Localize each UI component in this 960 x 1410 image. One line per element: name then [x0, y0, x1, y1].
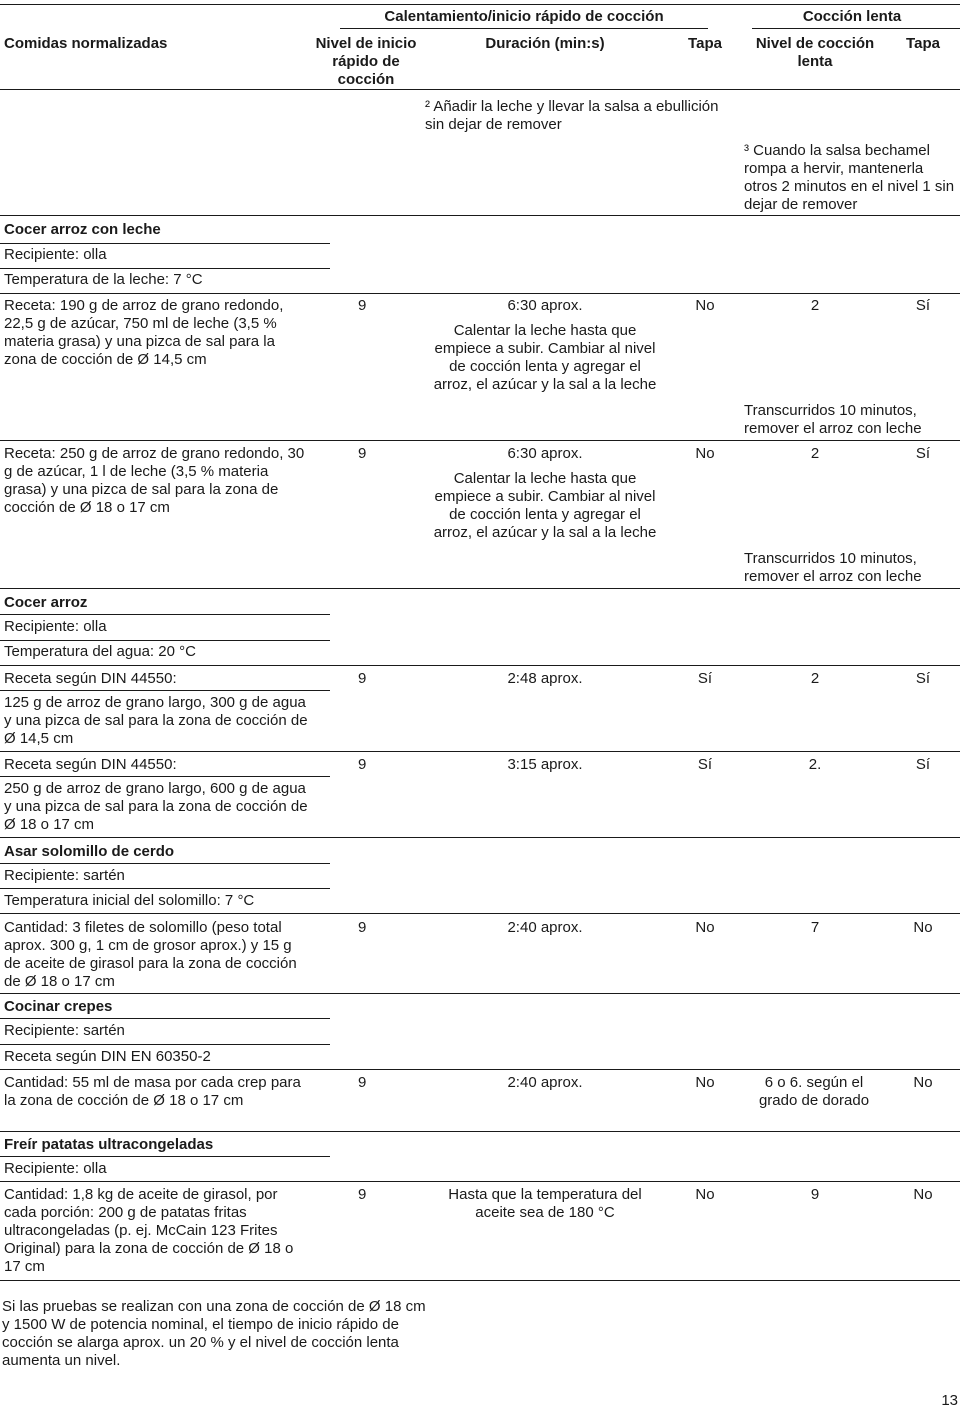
- divider: [0, 1156, 330, 1157]
- vessel-arroz-leche: Recipiente: olla: [4, 246, 107, 263]
- vessel-crepes: Recipiente: sartén: [4, 1022, 125, 1039]
- duration-value: 2:48 aprox.: [507, 670, 583, 687]
- section-rule: [0, 588, 960, 589]
- slow-level-value: 2: [810, 670, 820, 687]
- footnote-3: ³ Cuando la salsa bechamel rompa a hervir, mantenerla otros 2 minutos en el nivel 1 sin dejar de remover: [744, 142, 955, 213]
- divider: [0, 776, 330, 777]
- lid-value: No: [695, 1074, 715, 1091]
- slow-level-value: 9: [810, 1186, 820, 1203]
- temp-solomillo: Temperatura inicial del solomillo: 7 °C: [4, 892, 255, 909]
- footnote-2: ² Añadir la leche y llevar la salsa a ebullición sin dejar de remover: [425, 98, 719, 133]
- recipe-desc: Receta: 190 g de arroz de grano redondo, 22,5 g de azúcar, 750 ml de leche (3,5 % materia grasa) y una pizca de sal para la zona de cocción de Ø 14,5 cm: [4, 297, 284, 368]
- divider: [0, 913, 960, 914]
- duration-value: 2:40 aprox.: [507, 1074, 583, 1091]
- lid2-value: No: [913, 1074, 933, 1091]
- duration-value: 6:30 aprox.: [507, 297, 583, 314]
- temp-arroz-leche: Temperatura de la leche: 7 °C: [4, 271, 203, 288]
- recipe-desc: Cantidad: 3 filetes de solomillo (peso total aprox. 300 g, 1 cm de grosor aprox.) y 15 g de aceite de girasol para la zona de cocción de Ø 18 o 17 cm: [4, 919, 297, 990]
- lid-value: Sí: [697, 756, 713, 773]
- section-title-patatas: Freír patatas ultracongeladas: [4, 1136, 214, 1153]
- recipe-desc: Receta: 250 g de arroz de grano redondo, 30 g de azúcar, 1 l de leche (3,5 % materia grasa) y una pizca de sal para la zona de cocción de Ø 18 o 17 cm: [4, 445, 305, 516]
- section-title-arroz: Cocer arroz: [4, 594, 88, 611]
- duration-note: Calentar la leche hasta que empiece a subir. Cambiar al nivel de cocción lenta y agregar el arroz, el azúcar y la sal a la leche: [433, 322, 657, 393]
- lid-value: No: [695, 1186, 715, 1203]
- header-group-fast-rule: [340, 28, 708, 29]
- divider: [0, 293, 960, 294]
- lid2-value: No: [913, 919, 933, 936]
- lid-value: No: [695, 297, 715, 314]
- section-rule: [0, 993, 960, 994]
- lid2-value: No: [913, 1186, 933, 1203]
- section-rule: [0, 1131, 960, 1132]
- divider: [0, 665, 960, 666]
- divider: [0, 243, 330, 244]
- slow-level-value: 6 o 6. según el grado de dorado: [758, 1074, 870, 1109]
- vessel-arroz: Recipiente: olla: [4, 618, 107, 635]
- duration-value: 2:40 aprox.: [507, 919, 583, 936]
- page-number: 13: [941, 1392, 958, 1409]
- divider: [0, 440, 960, 441]
- recipe-desc: Cantidad: 1,8 kg de aceite de girasol, por cada porción: 200 g de patatas fritas ultracongeladas (p. ej. McCain 123 Frites Original) para la zona de cocción de Ø 18 o 17 cm: [4, 1186, 294, 1275]
- slow-level-value: 2.: [808, 756, 822, 773]
- recipe-desc: 125 g de arroz de grano largo, 300 g de agua y una pizca de sal para la zona de cocción de Ø 14,5 cm: [4, 694, 308, 747]
- recipe-desc: 250 g de arroz de grano largo, 600 g de agua y una pizca de sal para la zona de cocción de Ø 18 o 17 cm: [4, 780, 308, 833]
- duration-value: Hasta que la temperatura del aceite sea de 180 °C: [448, 1186, 642, 1221]
- fast-level-value: 9: [358, 670, 367, 687]
- header-lid-1: Tapa: [688, 35, 722, 52]
- vessel-solomillo: Recipiente: sartén: [4, 867, 125, 884]
- section-title-crepes: Cocinar crepes: [4, 998, 113, 1015]
- header-fast-level: Nivel de inicio rápido de cocción: [315, 35, 417, 88]
- divider: [0, 1069, 960, 1070]
- duration-note: Calentar la leche hasta que empiece a subir. Cambiar al nivel de cocción lenta y agregar el arroz, el azúcar y la sal a la leche: [433, 470, 657, 541]
- divider: [0, 1018, 330, 1019]
- divider: [0, 863, 330, 864]
- fast-level-value: 9: [358, 756, 367, 773]
- recipe-head: Receta según DIN 44550:: [4, 670, 177, 687]
- fast-level-value: 9: [358, 1074, 367, 1091]
- header-group-slow-rule: [752, 28, 960, 29]
- header-group-slow: Cocción lenta: [802, 8, 902, 25]
- temp-arroz: Temperatura del agua: 20 °C: [4, 643, 196, 660]
- lid-value: Sí: [697, 670, 713, 687]
- header-duration: Duración (min:s): [485, 35, 605, 52]
- footer-note: Si las pruebas se realizan con una zona de cocción de Ø 18 cm y 1500 W de potencia nominal, el tiempo de inicio rápido de cocción se alarga aprox. un 20 % y el nivel de cocción lenta aumenta un nivel.: [2, 1298, 426, 1369]
- recipe-desc: Cantidad: 55 ml de masa por cada crep para la zona de cocción de Ø 18 o 17 cm: [4, 1074, 301, 1109]
- section-rule: [0, 837, 960, 838]
- section-rule: [0, 215, 960, 216]
- header-food: Comidas normalizadas: [4, 35, 168, 52]
- fast-level-value: 9: [358, 445, 367, 462]
- lid-value: No: [695, 445, 715, 462]
- divider: [0, 268, 330, 269]
- lid2-value: Sí: [915, 297, 931, 314]
- section-title-solomillo: Asar solomillo de cerdo: [4, 843, 175, 860]
- divider: [0, 1044, 330, 1045]
- recipe-head: Receta según DIN 44550:: [4, 756, 177, 773]
- section-title-arroz-leche: Cocer arroz con leche: [4, 221, 161, 238]
- header-slow-level: Nivel de cocción lenta: [755, 35, 875, 70]
- slow-note: Transcurridos 10 minutos, remover el arroz con leche: [744, 550, 922, 585]
- fast-level-value: 9: [358, 297, 367, 314]
- slow-level-value: 2: [810, 297, 820, 314]
- divider: [0, 640, 330, 641]
- vessel-patatas: Recipiente: olla: [4, 1160, 107, 1177]
- fast-level-value: 9: [358, 1186, 367, 1203]
- recipe-crepes: Receta según DIN EN 60350-2: [4, 1048, 211, 1065]
- header-lid-2: Tapa: [906, 35, 940, 52]
- lid-value: No: [695, 919, 715, 936]
- slow-note: Transcurridos 10 minutos, remover el arroz con leche: [744, 402, 922, 437]
- duration-value: 6:30 aprox.: [507, 445, 583, 462]
- lid2-value: Sí: [915, 445, 931, 462]
- fast-level-value: 9: [358, 919, 367, 936]
- lid2-value: Sí: [915, 756, 931, 773]
- divider: [0, 690, 330, 691]
- table-bottom-rule: [0, 1280, 960, 1281]
- lid2-value: Sí: [915, 670, 931, 687]
- header-group-fast: Calentamiento/inicio rápido de cocción: [384, 8, 664, 25]
- table-top-rule: [0, 4, 960, 5]
- slow-level-value: 2: [810, 445, 820, 462]
- slow-level-value: 7: [810, 919, 820, 936]
- divider: [0, 751, 960, 752]
- divider: [0, 888, 330, 889]
- header-bottom-rule: [0, 89, 960, 90]
- divider: [0, 614, 330, 615]
- duration-value: 3:15 aprox.: [507, 756, 583, 773]
- divider: [0, 1181, 960, 1182]
